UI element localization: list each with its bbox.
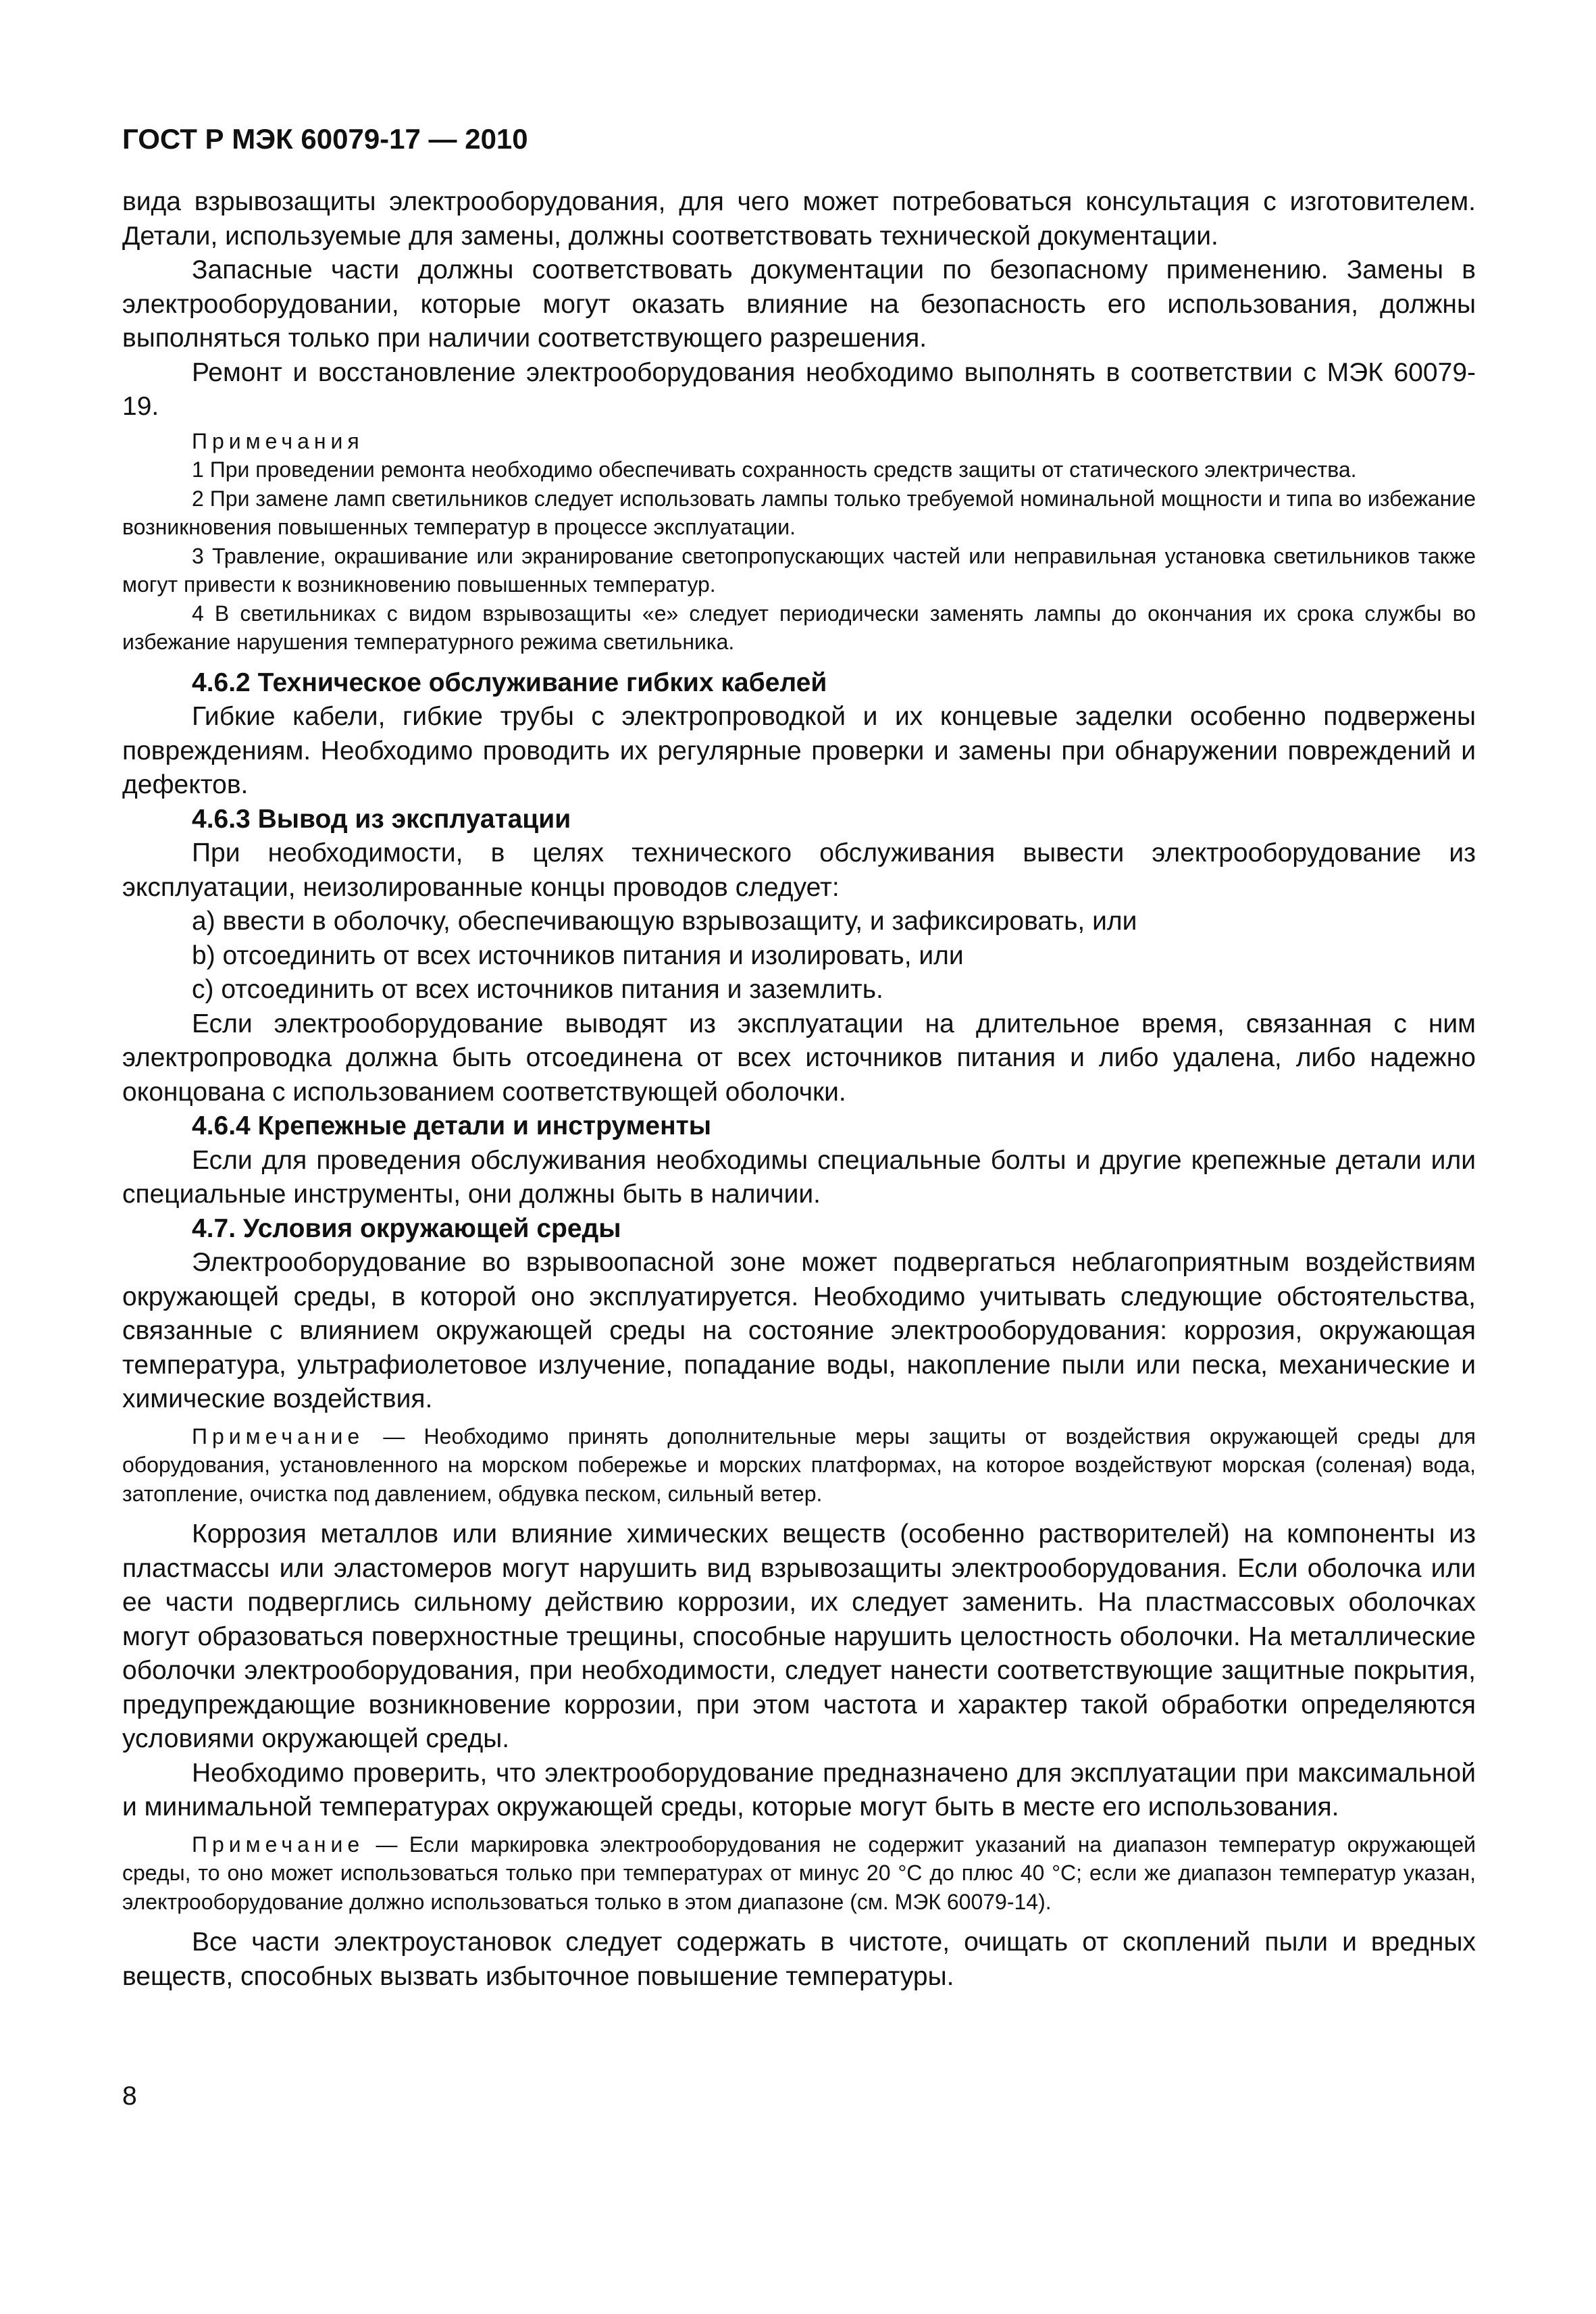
document-page bbox=[122, 122, 1476, 1994]
note-temperature bbox=[122, 1830, 1476, 1917]
paragraph-flexible-cables: Гибкие кабели, гибкие трубы с электропроводкой и их концевые заделки особенно подвержены повреждениям. Необходимо проводить их регулярные проверки и замены при обнаружении повреждений и дефектов. bbox=[122, 702, 1476, 799]
note-body: — Если маркировка электрооборудования не содержит указаний на диапазон температур окружающей среды, то оно может использоваться только при температурах от минус 20 °С до плюс 40 °С; если же диапазон температур указан, электрооборудование должно использоваться только в этом диапазоне (см. МЭК 60079-14). bbox=[122, 1832, 1476, 1914]
section-heading-4-7: 4.7. Условия окружающей среды bbox=[192, 1213, 621, 1243]
notes-heading: Примечания bbox=[192, 428, 364, 453]
list-item-b: b) отсоединить от всех источников питания и изолировать, или bbox=[192, 940, 964, 970]
note-4: 4 В светильниках с видом взрывозащиты «е» следует периодически заменять лампы до окончания их срока службы во избежание нарушения температурного режима светильника. bbox=[122, 601, 1476, 654]
paragraph-cleanliness: Все части электроустановок следует содержать в чистоте, очищать от скоплений пыли и вредных веществ, способных вызвать избыточное повышение температуры. bbox=[122, 1928, 1476, 1991]
section-heading-4-6-3: 4.6.3 Вывод из эксплуатации bbox=[192, 804, 571, 834]
paragraph-continuation: вида взрывозащиты электрооборудования, для чего может потребоваться консультация с изготовителем. Детали, используемые для замены, должны соответствовать технической документации. bbox=[122, 187, 1476, 251]
note-environment bbox=[122, 1422, 1476, 1509]
note-2: 2 При замене ламп светильников следует использовать лампы только требуемой номинальной мощности и типа во избежание возникновения повышенных температур в процессе эксплуатации. bbox=[122, 486, 1476, 539]
note-label: Примечание bbox=[192, 1832, 365, 1857]
paragraph-repair: Ремонт и восстановление электрооборудования необходимо выполнять в соответствии с МЭК 60079-19. bbox=[122, 357, 1476, 421]
paragraph-spare-parts: Запасные части должны соответствовать документации по безопасному применению. Замены в электрооборудовании, которые могут оказать влияние на безопасность его использования, должны выполняться только при наличии соответствующего разрешения. bbox=[122, 255, 1476, 353]
note-1: 1 При проведении ремонта необходимо обеспечивать сохранность средств защиты от статического электричества. bbox=[192, 457, 1357, 482]
paragraph-long-term-decommission: Если электрооборудование выводят из эксплуатации на длительное время, связанная с ним электропроводка должна быть отсоединена от всех источников питания и либо удалена, либо надежно оконцована с использованием соответствующей оболочки. bbox=[122, 1009, 1476, 1107]
paragraph-environment: Электрооборудование во взрывоопасной зоне может подвергаться неблагоприятным воздействиям окружающей среды, в которой оно эксплуатируется. Необходимо учитывать следующие обстоятельства, связанные с влиянием окружающей среды на состояние электрооборудования: коррозия, окружающая температура, ультрафиолетовое излучение, попадание воды, накопление пыли или песка, механические и химические воздействия. bbox=[122, 1248, 1476, 1413]
list-item-a: а) ввести в оболочку, обеспечивающую взрывозащиту, и зафиксировать, или bbox=[192, 907, 1137, 936]
note-3: 3 Травление, окрашивание или экранирование светопропускающих частей или неправильная установка светильников также могут привести к возникновению повышенных температур. bbox=[122, 543, 1476, 597]
paragraph-decommission: При необходимости, в целях технического обслуживания вывести электрооборудование из эксплуатации, неизолированные концы проводов следует: bbox=[122, 838, 1476, 902]
document-header: ГОСТ Р МЭК 60079-17 — 2010 bbox=[122, 123, 528, 155]
section-heading-4-6-2: 4.6.2 Техническое обслуживание гибких кабелей bbox=[192, 668, 827, 697]
page-number: 8 bbox=[122, 2082, 137, 2111]
paragraph-fasteners: Если для проведения обслуживания необходимы специальные болты и другие крепежные детали или специальные инструменты, они должны быть в наличии. bbox=[122, 1145, 1476, 1209]
paragraph-corrosion: Коррозия металлов или влияние химических веществ (особенно растворителей) на компоненты из пластмассы или эластомеров могут нарушить вид взрывозащиты электрооборудования. Если оболочка или ее части подверглись сильному действию коррозии, их следует заменить. На пластмассовых оболочках могут образоваться поверхностные трещины, способные нарушить целостность оболочки. На металлические оболочки электрооборудования, при необходимости, следует нанести соответствующие защитные покрытия, предупреждающие возникновение коррозии, при этом частота и характер такой обработки определяются условиями окружающей среды. bbox=[122, 1519, 1476, 1753]
list-item-c: с) отсоединить от всех источников питания и заземлить. bbox=[192, 975, 883, 1004]
paragraph-temperature-check: Необходимо проверить, что электрооборудование предназначено для эксплуатации при максимальной и минимальной температурах окружающей среды, которые могут быть в месте его использования. bbox=[122, 1758, 1476, 1821]
note-body: — Необходимо принять дополнительные меры защиты от воздействия окружающей среды для оборудования, установленного на морском побережье и морских платформах, на которое воздействуют морская (соленая) вода, затопление, очистка под давлением, обдувка песком, сильный ветер. bbox=[122, 1424, 1476, 1506]
section-heading-4-6-4: 4.6.4 Крепежные детали и инструменты bbox=[192, 1111, 712, 1140]
note-label: Примечание bbox=[192, 1424, 365, 1449]
